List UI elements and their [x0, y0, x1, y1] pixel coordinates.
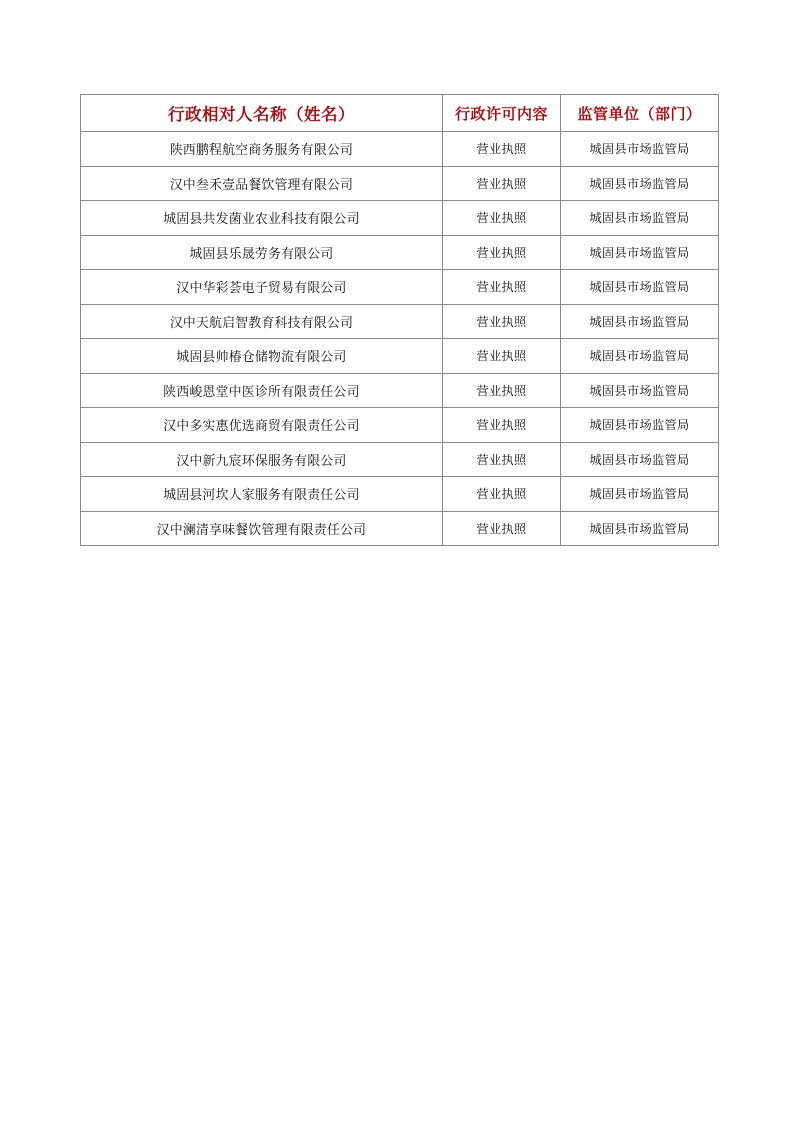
cell-permit: 营业执照	[443, 477, 561, 512]
cell-permit: 营业执照	[443, 304, 561, 339]
cell-department: 城固县市场监管局	[561, 511, 719, 546]
cell-name: 汉中天航启智教育科技有限公司	[81, 304, 443, 339]
cell-department: 城固县市场监管局	[561, 373, 719, 408]
cell-department: 城固县市场监管局	[561, 166, 719, 201]
table-header-row	[81, 95, 719, 132]
table-row	[81, 235, 719, 270]
cell-name: 汉中新九宸环保服务有限公司	[81, 442, 443, 477]
table-row	[81, 201, 719, 236]
cell-name: 城固县帅椿仓储物流有限公司	[81, 339, 443, 374]
cell-name: 城固县乐晟劳务有限公司	[81, 235, 443, 270]
cell-department: 城固县市场监管局	[561, 201, 719, 236]
cell-permit: 营业执照	[443, 339, 561, 374]
table-row	[81, 477, 719, 512]
cell-name: 城固县河坎人家服务有限责任公司	[81, 477, 443, 512]
cell-department: 城固县市场监管局	[561, 270, 719, 305]
cell-permit: 营业执照	[443, 442, 561, 477]
cell-name: 城固县共发菌业农业科技有限公司	[81, 201, 443, 236]
cell-name: 汉中华彩荟电子贸易有限公司	[81, 270, 443, 305]
table-header	[81, 95, 719, 132]
cell-permit: 营业执照	[443, 235, 561, 270]
cell-department: 城固县市场监管局	[561, 477, 719, 512]
table-row	[81, 166, 719, 201]
column-header-name: 行政相对人名称（姓名）	[81, 95, 443, 132]
table-row	[81, 373, 719, 408]
table-row	[81, 408, 719, 443]
cell-name: 汉中叁禾壹品餐饮管理有限公司	[81, 166, 443, 201]
cell-department: 城固县市场监管局	[561, 408, 719, 443]
table-row	[81, 339, 719, 374]
administrative-permit-table	[80, 94, 719, 546]
cell-permit: 营业执照	[443, 132, 561, 167]
table-body	[81, 132, 719, 546]
cell-permit: 营业执照	[443, 270, 561, 305]
table-row	[81, 511, 719, 546]
cell-permit: 营业执照	[443, 408, 561, 443]
table-row	[81, 270, 719, 305]
column-header-permit: 行政许可内容	[443, 95, 561, 132]
cell-department: 城固县市场监管局	[561, 132, 719, 167]
cell-permit: 营业执照	[443, 511, 561, 546]
cell-permit: 营业执照	[443, 373, 561, 408]
cell-permit: 营业执照	[443, 201, 561, 236]
table-row	[81, 304, 719, 339]
table-row	[81, 442, 719, 477]
cell-name: 汉中澜清享味餐饮管理有限责任公司	[81, 511, 443, 546]
permit-table-container	[80, 94, 718, 546]
column-header-department: 监管单位（部门）	[561, 95, 719, 132]
cell-name: 陕西鹏程航空商务服务有限公司	[81, 132, 443, 167]
cell-department: 城固县市场监管局	[561, 304, 719, 339]
cell-department: 城固县市场监管局	[561, 235, 719, 270]
cell-permit: 营业执照	[443, 166, 561, 201]
table-row	[81, 132, 719, 167]
cell-name: 汉中多实惠优选商贸有限责任公司	[81, 408, 443, 443]
cell-department: 城固县市场监管局	[561, 442, 719, 477]
cell-name: 陕西峻恩堂中医诊所有限责任公司	[81, 373, 443, 408]
cell-department: 城固县市场监管局	[561, 339, 719, 374]
